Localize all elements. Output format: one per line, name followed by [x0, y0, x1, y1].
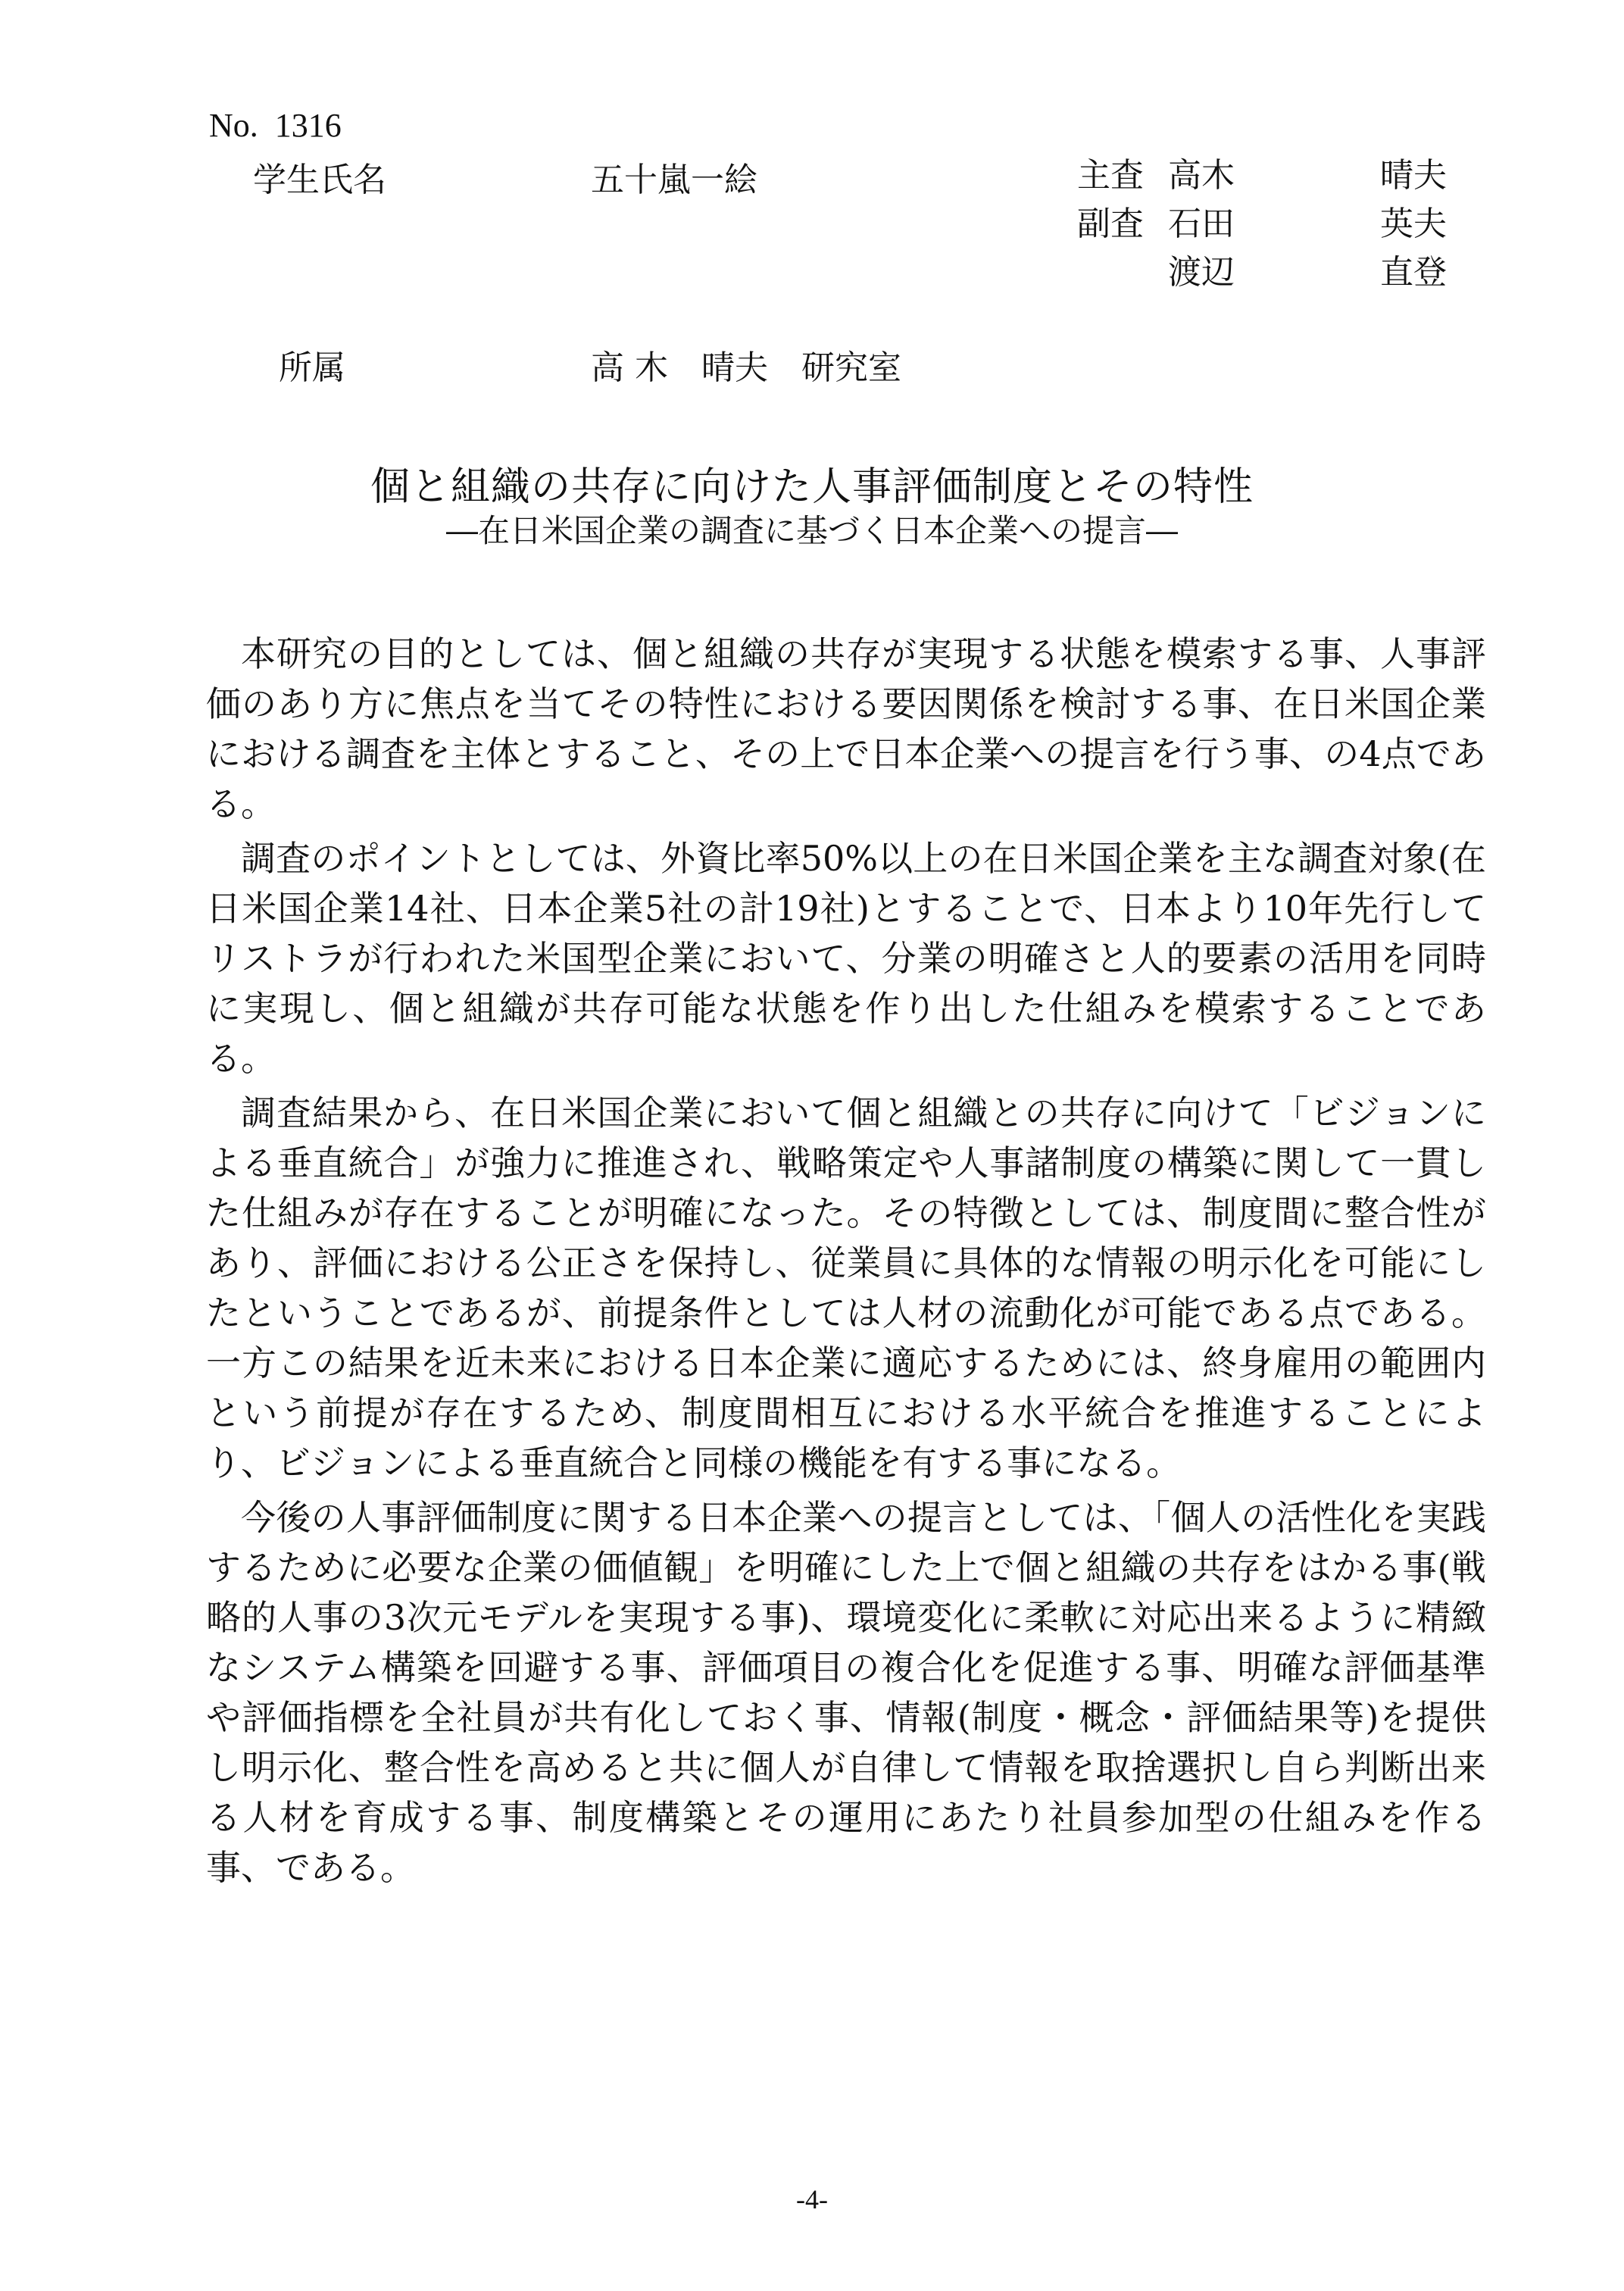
examiner-given-name: 晴夫	[1380, 156, 1447, 195]
examiner-role	[1077, 248, 1168, 297]
examiner-row-sub-2	[1077, 248, 1479, 297]
document-number: No. 1316	[209, 107, 342, 144]
affiliation-value: 高 木 晴夫 研究室	[591, 348, 901, 387]
abstract-paragraph: 調査結果から、在日米国企業において個と組織との共存に向けて「ビジョンによる垂直統合」が強力に推進され、戦略策定や人事諸制度の構築に関して一貫した仕組みが存在することが明確になった。その特徴としては、制度間に整合性があり、評価における公正さを保持し、従業員に具体的な情報の明示化を可能にしたということであるが、前提条件としては人材の流動化が可能である点である。一方この結果を近未来における日本企業に適応するためには、終身雇用の範囲内という前提が存在するため、制度間相互における水平統合を推進することにより、ビジョンによる垂直統合と同様の機能を有する事になる。	[206, 1092, 1487, 1483]
abstract-body	[206, 629, 1486, 1897]
examiner-surname: 高木	[1168, 156, 1235, 195]
examiner-row-sub-1	[1077, 200, 1479, 248]
page-number: -4-	[796, 2184, 828, 2214]
examiner-role: 副査	[1077, 205, 1144, 243]
examiner-given-name: 直登	[1380, 253, 1447, 292]
examiner-list	[1077, 152, 1479, 297]
abstract-paragraph: 調査のポイントとしては、外資比率50%以上の在日米国企業を主な調査対象(在日米国企業14社、日本企業5社の計19社)とすることで、日本より10年先行してリストラが行われた米国型企業において、分業の明確さと人的要素の活用を同時に実現し、個と組織が共存可能な状態を作り出した仕組みを模索することである。	[206, 838, 1486, 1079]
thesis-subtitle: ―在日米国企業の調査に基づく日本企業への提言―	[445, 512, 1178, 549]
examiner-surname: 渡辺	[1168, 253, 1235, 292]
student-name-label: 学生氏名	[253, 161, 386, 199]
student-name: 五十嵐一絵	[591, 161, 757, 199]
examiner-given-name: 英夫	[1380, 205, 1447, 243]
examiner-role: 主査	[1077, 156, 1144, 195]
abstract-paragraph: 今後の人事評価制度に関する日本企業への提言としては、「個人の活性化を実践するために必要な企業の価値観」を明確にした上で個と組織の共存をはかる事(戦略的人事の3次元モデルを実現する事)、環境変化に柔軟に対応出来るように精緻なシステム構築を回避する事、評価項目の複合化を促進する事、明確な評価基準や評価指標を全社員が共有化しておく事、情報(制度・概念・評価結果等)を提供し明示化、整合性を高めると共に個人が自律して情報を取捨選択し自ら判断出来る人材を育成する事、制度構築とその運用にあたり社員参加型の仕組みを作る事、である。	[206, 1497, 1487, 1888]
thesis-title: 個と組織の共存に向けた人事評価制度とその特性	[370, 464, 1254, 510]
examiner-row-chief	[1077, 152, 1479, 200]
affiliation-label: 所属	[279, 348, 345, 387]
examiner-surname: 石田	[1168, 205, 1235, 243]
abstract-paragraph: 本研究の目的としては、個と組織の共存が実現する状態を模索する事、人事評価のあり方に焦点を当てその特性における要因関係を検討する事、在日米国企業における調査を主体とすること、その上で日本企業への提言を行う事、の4点である。	[206, 633, 1486, 824]
